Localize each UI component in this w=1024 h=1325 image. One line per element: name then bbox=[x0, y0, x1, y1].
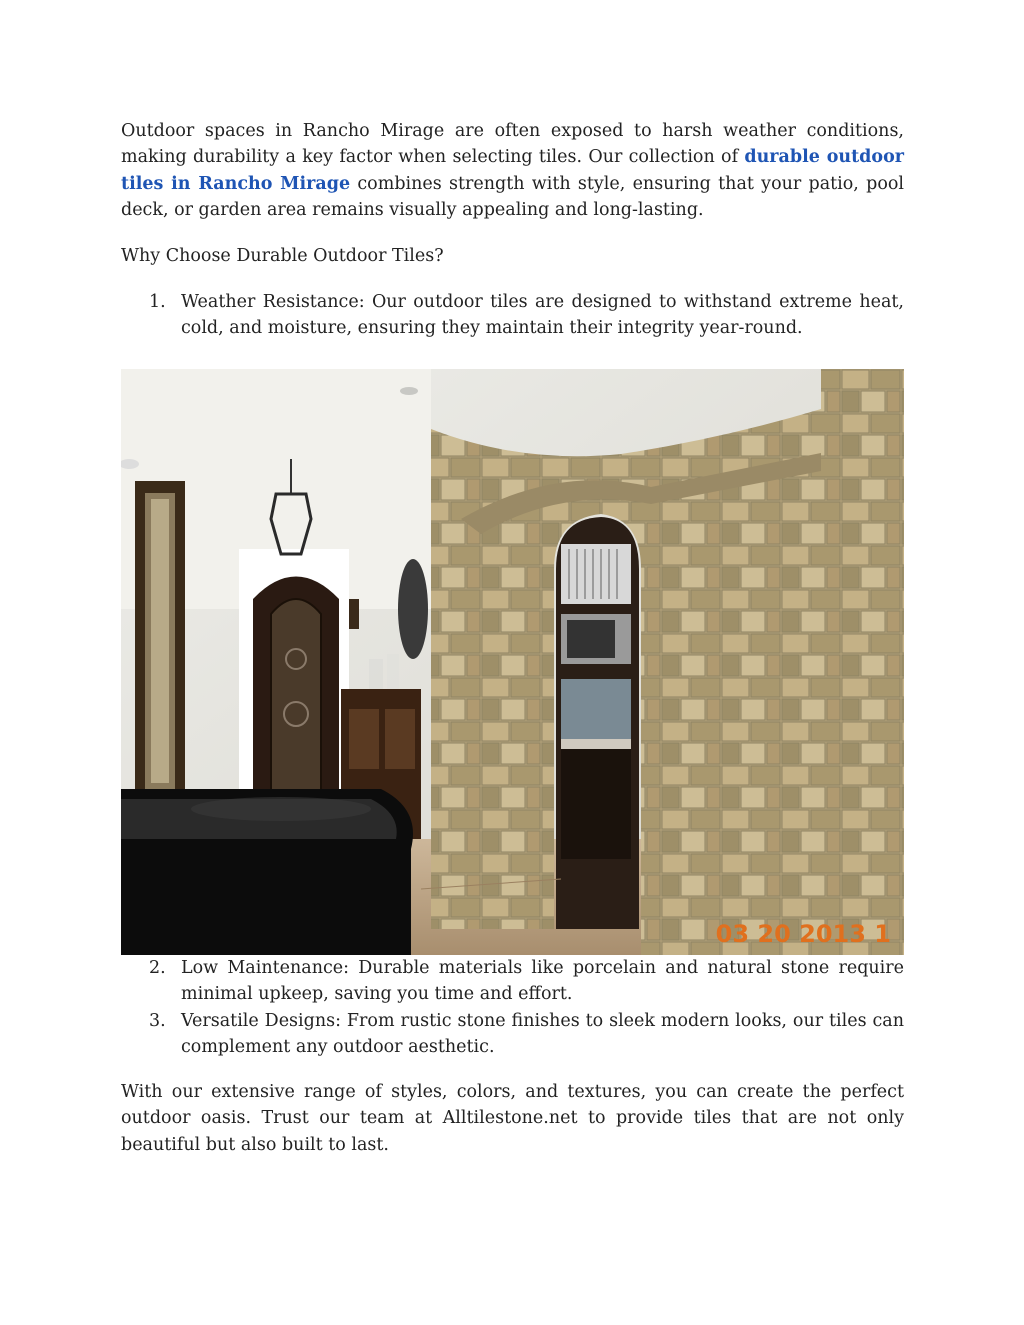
interior-stone-wall-image bbox=[121, 369, 904, 955]
durable-outdoor-tiles-link[interactable]: durable outdoor tiles in Rancho Mirage bbox=[121, 147, 904, 194]
stone-archway-photo bbox=[121, 369, 904, 955]
list-number: 3. bbox=[149, 1010, 166, 1031]
benefits-list-part2 bbox=[121, 955, 904, 1060]
intro-paragraph bbox=[121, 118, 904, 223]
list-number: 1. bbox=[149, 292, 166, 312]
closing-paragraph: With our extensive range of styles, colors, and textures, you can create the perfect outdoor oasis. Trust our team at Alltilestone.net to provide tiles that are not only beautiful but also built to last. bbox=[121, 1082, 904, 1155]
list-item-text: Versatile Designs: From rustic stone finishes to sleek modern looks, our tiles can complement any outdoor aesthetic. bbox=[181, 1010, 904, 1057]
intro-text-end: combines strength with style, ensuring that your patio, pool deck, or garden area remains visually appealing and long-lasting. bbox=[121, 173, 904, 220]
section-heading: Why Choose Durable Outdoor Tiles? bbox=[121, 246, 444, 267]
list-item-text: Low Maintenance: Durable materials like porcelain and natural stone require minimal upkeep, saving you time and effort. bbox=[181, 958, 904, 1005]
intro-text-start: Outdoor spaces in Rancho Mirage are often exposed to harsh weather conditions, making durability a key factor when selecting tiles. Our collection of bbox=[121, 121, 904, 168]
document-body bbox=[121, 118, 904, 289]
benefits-list-part1 bbox=[121, 289, 904, 342]
list-item-text: Weather Resistance: Our outdoor tiles are designed to withstand extreme heat, cold, and moisture, ensuring they maintain their integrity year-round. bbox=[181, 292, 904, 339]
list-number: 2. bbox=[149, 958, 166, 978]
list-item bbox=[121, 289, 904, 342]
list-item bbox=[121, 1008, 904, 1061]
photo-date-stamp: 03 20 2013 1 bbox=[715, 920, 891, 948]
list-item bbox=[121, 955, 904, 1008]
